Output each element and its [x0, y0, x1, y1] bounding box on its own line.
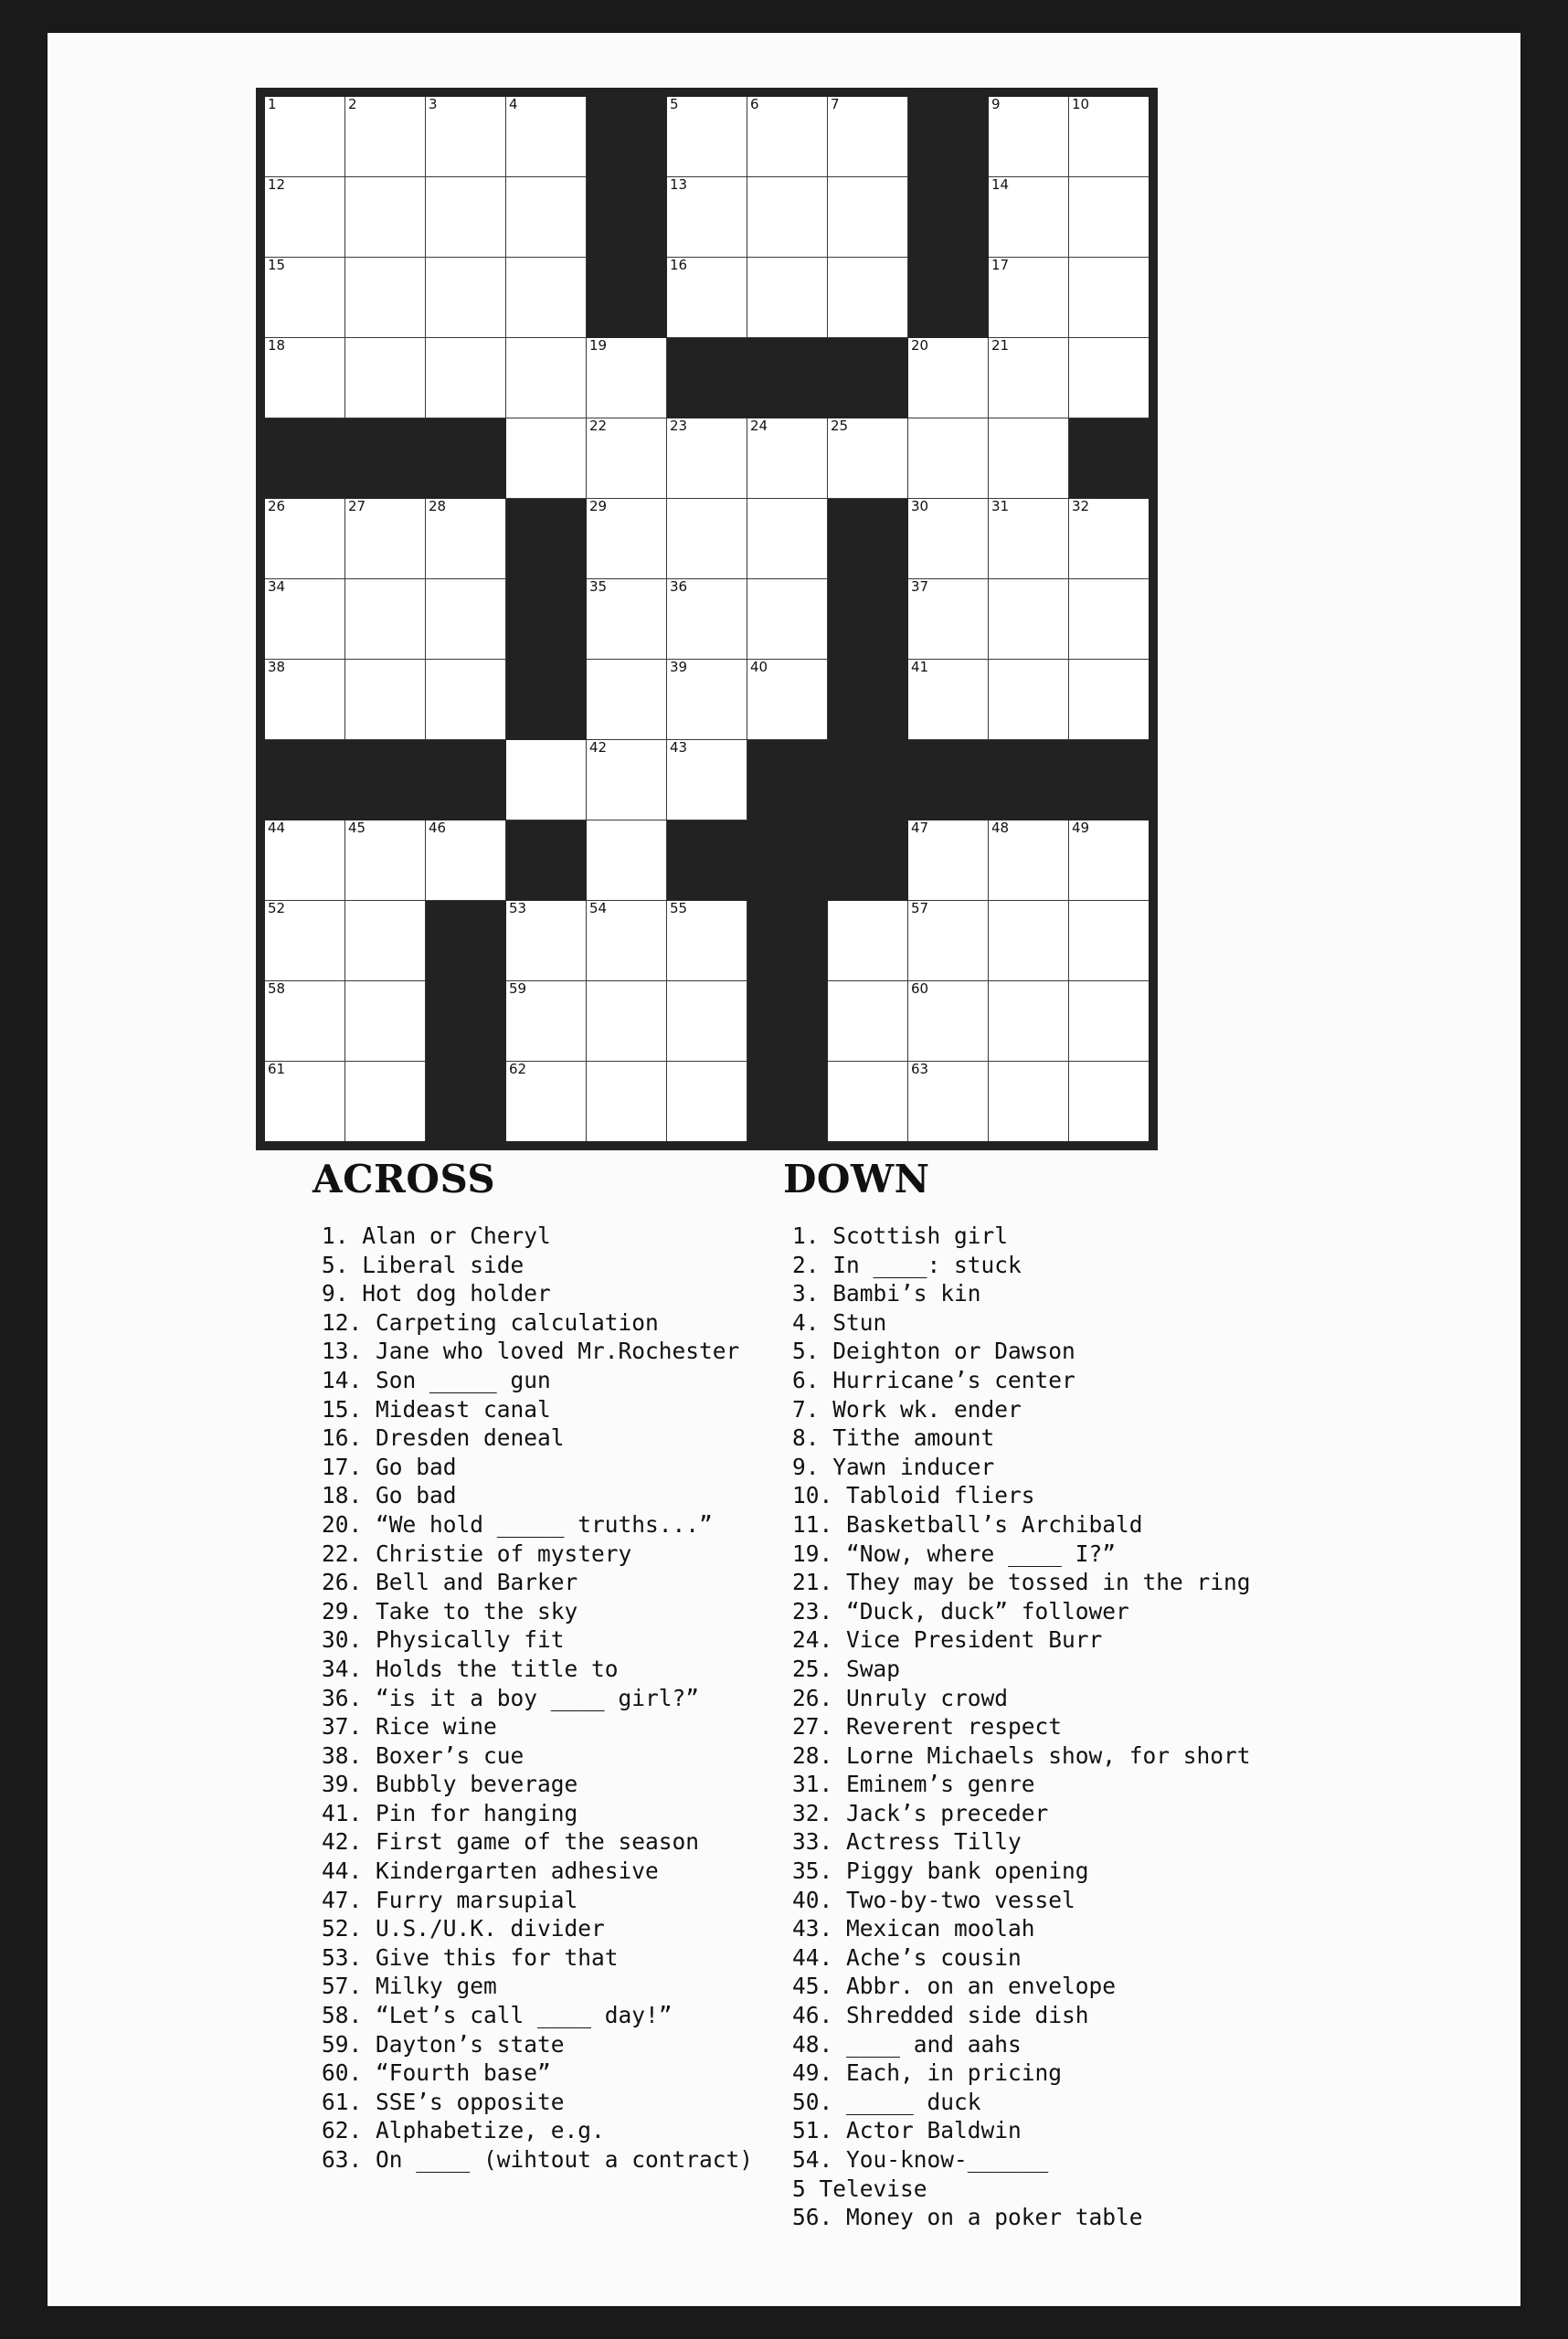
grid-cell-block — [426, 418, 506, 499]
grid-cell-number: 30 — [911, 498, 929, 514]
grid-cell-block — [747, 1062, 828, 1147]
grid-cell-number: 24 — [750, 418, 768, 434]
grid-cell[interactable] — [989, 177, 1069, 258]
grid-cell[interactable] — [506, 92, 587, 177]
grid-cell[interactable] — [260, 901, 345, 981]
grid-cell-number: 36 — [670, 578, 688, 595]
clue-item[interactable]: 7. Work wk. ender — [792, 1395, 1022, 1423]
grid-cell[interactable] — [908, 981, 989, 1062]
grid-cell-block — [260, 418, 345, 499]
grid-cell[interactable] — [989, 981, 1069, 1062]
clue-item[interactable]: 44. Kindergarten adhesive — [322, 1857, 659, 1885]
grid-cell-block — [747, 981, 828, 1062]
grid-cell[interactable] — [828, 418, 908, 499]
grid-cell-block — [506, 499, 587, 579]
clue-item[interactable]: 15. Mideast canal — [322, 1395, 551, 1423]
grid-cell-number: 41 — [911, 659, 929, 675]
clue-item[interactable]: 41. Pin for hanging — [322, 1799, 578, 1826]
grid-cell-block — [1069, 740, 1154, 820]
grid-cell[interactable] — [1069, 981, 1154, 1062]
grid-row — [260, 740, 1153, 820]
grid-cell[interactable] — [667, 901, 747, 981]
puzzle-page — [48, 33, 1520, 2306]
grid-cell[interactable] — [1069, 901, 1154, 981]
clue-item[interactable]: 42. First game of the season — [322, 1828, 700, 1856]
clue-item[interactable]: 33. Actress Tilly — [792, 1828, 1022, 1856]
clue-item[interactable]: 31. Eminem’s genre — [792, 1771, 1035, 1798]
grid-cell[interactable] — [426, 660, 506, 740]
grid-cell-number: 20 — [911, 337, 929, 354]
grid-cell[interactable] — [260, 499, 345, 579]
grid-cell[interactable] — [828, 901, 908, 981]
grid-cell[interactable] — [747, 660, 828, 740]
grid-cell[interactable] — [345, 177, 426, 258]
grid-cell-block — [828, 820, 908, 901]
grid-cell-block — [747, 901, 828, 981]
clue-item[interactable]: 19. “Now, where ____ I?” — [792, 1540, 1117, 1567]
grid-cell-block — [587, 177, 667, 258]
grid-cell-number: 4 — [509, 96, 518, 112]
clue-item[interactable]: 62. Alphabetize, e.g. — [322, 2117, 605, 2144]
grid-cell[interactable] — [1069, 820, 1154, 901]
grid-cell-number: 15 — [268, 257, 286, 273]
clue-item[interactable]: 12. Carpeting calculation — [322, 1308, 659, 1336]
grid-cell[interactable] — [747, 177, 828, 258]
clue-item[interactable]: 53. Give this for that — [322, 1943, 619, 1971]
clue-item[interactable]: 2. In ____: stuck — [792, 1251, 1022, 1278]
grid-cell-number: 32 — [1072, 498, 1090, 514]
clue-item[interactable]: 8. Tithe amount — [792, 1424, 995, 1452]
grid-cell[interactable] — [908, 660, 989, 740]
grid-cell[interactable] — [506, 258, 587, 338]
grid-cell-number: 26 — [268, 498, 286, 514]
grid-cell-block — [506, 820, 587, 901]
grid-cell[interactable] — [587, 740, 667, 820]
grid-cell[interactable] — [345, 258, 426, 338]
grid-cell-number: 7 — [831, 96, 840, 112]
grid-cell-block — [828, 579, 908, 660]
grid-cell-number: 22 — [589, 418, 608, 434]
clue-item[interactable]: 28. Lorne Michaels show, for short — [792, 1741, 1251, 1769]
clue-item[interactable]: 26. Bell and Barker — [322, 1569, 578, 1596]
grid-cell[interactable] — [747, 92, 828, 177]
clue-item[interactable]: 60. “Fourth base” — [322, 2059, 551, 2087]
grid-cell-number: 54 — [589, 900, 608, 916]
grid-cell[interactable] — [667, 499, 747, 579]
grid-cell[interactable] — [426, 177, 506, 258]
grid-cell[interactable] — [587, 660, 667, 740]
grid-cell[interactable] — [747, 418, 828, 499]
grid-cell[interactable] — [260, 177, 345, 258]
grid-cell[interactable] — [908, 1062, 989, 1147]
clue-item[interactable]: 56. Money on a poker table — [792, 2204, 1143, 2231]
grid-cell[interactable] — [345, 92, 426, 177]
grid-cell-number: 16 — [670, 257, 688, 273]
clue-item[interactable]: 34. Holds the title to — [322, 1655, 619, 1682]
grid-cell[interactable] — [426, 258, 506, 338]
grid-cell[interactable] — [667, 418, 747, 499]
grid-cell[interactable] — [1069, 1062, 1154, 1147]
grid-cell[interactable] — [1069, 92, 1154, 177]
across-column — [313, 1157, 833, 2175]
grid-cell[interactable] — [667, 92, 747, 177]
grid-cell[interactable] — [506, 1062, 587, 1147]
clue-item[interactable]: 61. SSE’s opposite — [322, 2088, 565, 2115]
grid-cell-number: 14 — [991, 176, 1010, 193]
grid-cell-block — [828, 740, 908, 820]
grid-cell-number: 31 — [991, 498, 1010, 514]
grid-row — [260, 258, 1153, 338]
grid-cell[interactable] — [426, 579, 506, 660]
clue-item[interactable]: 32. Jack’s preceder — [792, 1799, 1049, 1826]
grid-cell[interactable] — [260, 579, 345, 660]
grid-cell[interactable] — [747, 579, 828, 660]
clue-item[interactable]: 38. Boxer’s cue — [322, 1741, 524, 1769]
grid-cell-number: 27 — [348, 498, 366, 514]
grid-cell-number: 37 — [911, 578, 929, 595]
grid-cell-block — [908, 92, 989, 177]
grid-cell[interactable] — [345, 981, 426, 1062]
grid-cell[interactable] — [426, 820, 506, 901]
grid-cell-number: 39 — [670, 659, 688, 675]
grid-cell-block — [426, 740, 506, 820]
clue-item[interactable]: 5 Televise — [792, 2175, 927, 2202]
grid-row — [260, 499, 1153, 579]
grid-cell[interactable] — [260, 338, 345, 418]
clue-item[interactable]: 22. Christie of mystery — [322, 1540, 632, 1567]
grid-cell[interactable] — [828, 1062, 908, 1147]
clue-item[interactable]: 51. Actor Baldwin — [792, 2117, 1022, 2144]
grid-cell-number: 13 — [670, 176, 688, 193]
grid-cell-number: 1 — [268, 96, 277, 112]
clue-item[interactable]: 36. “is it a boy ____ girl?” — [322, 1684, 700, 1711]
clue-item[interactable]: 46. Shredded side dish — [792, 2002, 1089, 2029]
grid-cell-number: 49 — [1072, 820, 1090, 836]
grid-cell-number: 59 — [509, 980, 527, 997]
grid-cell[interactable] — [747, 258, 828, 338]
grid-cell[interactable] — [506, 177, 587, 258]
grid-cell-block — [506, 660, 587, 740]
grid-cell[interactable] — [989, 499, 1069, 579]
grid-cell[interactable] — [345, 338, 426, 418]
grid-cell-block — [587, 258, 667, 338]
grid-cell[interactable] — [828, 258, 908, 338]
grid-cell-number: 28 — [429, 498, 447, 514]
clue-item[interactable]: 54. You-know-______ — [792, 2146, 1049, 2173]
clue-item[interactable]: 58. “Let’s call ____ day!” — [322, 2002, 673, 2029]
grid-cell-block — [908, 177, 989, 258]
grid-cell-number: 10 — [1072, 96, 1090, 112]
grid-cell-block — [345, 418, 426, 499]
grid-cell-block — [667, 820, 747, 901]
grid-cell[interactable] — [587, 901, 667, 981]
grid-cell-number: 17 — [991, 257, 1010, 273]
grid-cell-number: 44 — [268, 820, 286, 836]
grid-cell-number: 52 — [268, 900, 286, 916]
grid-cell-number: 42 — [589, 739, 608, 756]
clue-item[interactable]: 16. Dresden deneal — [322, 1424, 565, 1452]
grid-cell[interactable] — [1069, 258, 1154, 338]
grid-cell[interactable] — [989, 579, 1069, 660]
grid-cell[interactable] — [506, 981, 587, 1062]
grid-cell[interactable] — [260, 92, 345, 177]
grid-cell-number: 62 — [509, 1061, 527, 1077]
grid-cell[interactable] — [667, 740, 747, 820]
grid-cell-block — [506, 579, 587, 660]
grid-cell[interactable] — [345, 901, 426, 981]
grid-cell-block — [1069, 418, 1154, 499]
grid-cell-number: 23 — [670, 418, 688, 434]
grid-cell[interactable] — [989, 92, 1069, 177]
grid-cell[interactable] — [426, 499, 506, 579]
clue-item[interactable]: 4. Stun — [792, 1308, 887, 1336]
clue-item[interactable]: 29. Take to the sky — [322, 1597, 578, 1625]
grid-cell-number: 46 — [429, 820, 447, 836]
grid-cell-block — [989, 740, 1069, 820]
grid-cell[interactable] — [587, 981, 667, 1062]
grid-cell-number: 12 — [268, 176, 286, 193]
grid-cell[interactable] — [667, 660, 747, 740]
clue-item[interactable]: 37. Rice wine — [322, 1713, 497, 1741]
clue-item[interactable]: 21. They may be tossed in the ring — [792, 1569, 1251, 1596]
grid-cell-block — [426, 901, 506, 981]
grid-cell[interactable] — [587, 1062, 667, 1147]
grid-cell-number: 3 — [429, 96, 438, 112]
clue-item[interactable]: 57. Milky gem — [322, 1973, 497, 2000]
clue-item[interactable]: 35. Piggy bank opening — [792, 1857, 1089, 1885]
grid-cell-number: 47 — [911, 820, 929, 836]
grid-cell[interactable] — [260, 1062, 345, 1147]
grid-cell[interactable] — [587, 418, 667, 499]
grid-cell[interactable] — [1069, 338, 1154, 418]
grid-cell-number: 61 — [268, 1061, 286, 1077]
grid-cell-number: 2 — [348, 96, 357, 112]
grid-cell[interactable] — [345, 579, 426, 660]
grid-cell[interactable] — [345, 660, 426, 740]
grid-cell[interactable] — [587, 338, 667, 418]
clue-item[interactable]: 49. Each, in pricing — [792, 2059, 1063, 2087]
grid-cell[interactable] — [667, 177, 747, 258]
grid-cell[interactable] — [506, 740, 587, 820]
grid-cell[interactable] — [667, 579, 747, 660]
grid-cell[interactable] — [989, 258, 1069, 338]
crossword-grid-container — [256, 88, 1158, 1150]
clue-item[interactable]: 1. Scottish girl — [792, 1222, 1009, 1249]
grid-cell[interactable] — [747, 499, 828, 579]
grid-cell[interactable] — [345, 1062, 426, 1147]
clue-item[interactable]: 3. Bambi’s kin — [792, 1280, 981, 1307]
clue-item[interactable]: 25. Swap — [792, 1655, 901, 1682]
clue-item[interactable]: 52. U.S./U.K. divider — [322, 1915, 605, 1942]
grid-row — [260, 338, 1153, 418]
grid-cell[interactable] — [345, 820, 426, 901]
grid-row — [260, 177, 1153, 258]
grid-cell[interactable] — [908, 579, 989, 660]
clue-item[interactable]: 14. Son _____ gun — [322, 1366, 551, 1393]
grid-cell[interactable] — [908, 901, 989, 981]
clue-item[interactable]: 11. Basketball’s Archibald — [792, 1510, 1143, 1538]
clue-item[interactable]: 47. Furry marsupial — [322, 1886, 578, 1913]
across-clue-list — [322, 1222, 833, 2175]
down-column — [783, 1157, 1359, 2232]
grid-cell[interactable] — [587, 579, 667, 660]
clue-item[interactable]: 26. Unruly crowd — [792, 1684, 1009, 1711]
grid-row — [260, 820, 1153, 901]
grid-cell-number: 55 — [670, 900, 688, 916]
grid-cell-block — [908, 258, 989, 338]
grid-cell[interactable] — [587, 820, 667, 901]
grid-cell-number: 45 — [348, 820, 366, 836]
grid-cell[interactable] — [345, 499, 426, 579]
clue-item[interactable]: 9. Yawn inducer — [792, 1453, 995, 1480]
clue-item[interactable]: 40. Two-by-two vessel — [792, 1886, 1075, 1913]
grid-cell[interactable] — [506, 418, 587, 499]
grid-cell[interactable] — [506, 901, 587, 981]
grid-cell[interactable] — [426, 338, 506, 418]
clue-item[interactable]: 10. Tabloid fliers — [792, 1482, 1035, 1509]
grid-cell[interactable] — [426, 92, 506, 177]
grid-cell[interactable] — [1069, 177, 1154, 258]
grid-cell[interactable] — [908, 499, 989, 579]
grid-cell[interactable] — [989, 418, 1069, 499]
clue-item[interactable]: 5. Deighton or Dawson — [792, 1338, 1075, 1365]
grid-cell-block — [908, 740, 989, 820]
grid-cell[interactable] — [908, 820, 989, 901]
grid-cell[interactable] — [260, 820, 345, 901]
grid-cell[interactable] — [667, 981, 747, 1062]
grid-cell[interactable] — [260, 258, 345, 338]
grid-cell[interactable] — [1069, 579, 1154, 660]
grid-cell-number: 18 — [268, 337, 286, 354]
across-heading: ACROSS — [313, 1157, 496, 1201]
grid-row — [260, 92, 1153, 177]
clue-item[interactable]: 6. Hurricane’s center — [792, 1366, 1075, 1393]
clue-item[interactable]: 20. “We hold _____ truths...” — [322, 1510, 713, 1538]
grid-cell-number: 63 — [911, 1061, 929, 1077]
grid-cell[interactable] — [260, 660, 345, 740]
clue-item[interactable]: 5. Liberal side — [322, 1251, 524, 1278]
grid-cell[interactable] — [828, 981, 908, 1062]
grid-cell-number: 43 — [670, 739, 688, 756]
clue-item[interactable]: 44. Ache’s cousin — [792, 1943, 1022, 1971]
clue-item[interactable]: 48. ____ and aahs — [792, 2030, 1022, 2058]
clue-item[interactable]: 9. Hot dog holder — [322, 1280, 551, 1307]
grid-cell-number: 60 — [911, 980, 929, 997]
grid-cell-block — [828, 338, 908, 418]
clue-item[interactable]: 24. Vice President Burr — [792, 1626, 1103, 1654]
clue-item[interactable]: 17. Go bad — [322, 1453, 457, 1480]
clue-item[interactable]: 39. Bubbly beverage — [322, 1771, 578, 1798]
grid-cell-number: 57 — [911, 900, 929, 916]
clue-item[interactable]: 30. Physically fit — [322, 1626, 565, 1654]
down-clue-list — [792, 1222, 1359, 2232]
grid-cell-number: 29 — [589, 498, 608, 514]
grid-cell-number: 35 — [589, 578, 608, 595]
clue-item[interactable]: 23. “Duck, duck” follower — [792, 1597, 1129, 1625]
clue-item[interactable]: 1. Alan or Cheryl — [322, 1222, 551, 1249]
grid-row — [260, 1062, 1153, 1147]
grid-cell[interactable] — [828, 92, 908, 177]
clue-item[interactable]: 27. Reverent respect — [792, 1713, 1063, 1741]
grid-cell-block — [426, 981, 506, 1062]
grid-cell-block — [747, 820, 828, 901]
grid-cell-number: 9 — [991, 96, 1001, 112]
grid-cell[interactable] — [989, 338, 1069, 418]
grid-cell-number: 6 — [750, 96, 759, 112]
grid-cell-number: 53 — [509, 900, 527, 916]
grid-cell-number: 25 — [831, 418, 849, 434]
crossword-grid[interactable] — [256, 88, 1158, 1150]
grid-row — [260, 660, 1153, 740]
grid-cell-number: 5 — [670, 96, 679, 112]
grid-cell-block — [667, 338, 747, 418]
grid-cell[interactable] — [1069, 660, 1154, 740]
grid-row — [260, 901, 1153, 981]
grid-row — [260, 981, 1153, 1062]
clue-item[interactable]: 59. Dayton’s state — [322, 2030, 565, 2058]
grid-cell-number: 38 — [268, 659, 286, 675]
grid-cell[interactable] — [260, 981, 345, 1062]
grid-cell-number: 34 — [268, 578, 286, 595]
grid-cell[interactable] — [989, 1062, 1069, 1147]
grid-cell[interactable] — [506, 338, 587, 418]
grid-cell[interactable] — [908, 338, 989, 418]
grid-cell-number: 19 — [589, 337, 608, 354]
grid-cell-number: 21 — [991, 337, 1010, 354]
grid-cell-number: 58 — [268, 980, 286, 997]
grid-cell-block — [345, 740, 426, 820]
grid-cell-block — [426, 1062, 506, 1147]
grid-cell[interactable] — [1069, 499, 1154, 579]
grid-cell[interactable] — [587, 499, 667, 579]
grid-cell[interactable] — [667, 258, 747, 338]
grid-cell[interactable] — [828, 177, 908, 258]
grid-cell[interactable] — [989, 901, 1069, 981]
clue-item[interactable]: 18. Go bad — [322, 1482, 457, 1509]
clue-item[interactable]: 50. _____ duck — [792, 2088, 981, 2115]
grid-cell-block — [747, 338, 828, 418]
grid-cell-block — [587, 92, 667, 177]
grid-cell-block — [260, 740, 345, 820]
grid-cell[interactable] — [989, 660, 1069, 740]
grid-row — [260, 418, 1153, 499]
clue-item[interactable]: 13. Jane who loved Mr.Rochester — [322, 1338, 740, 1365]
down-heading: DOWN — [783, 1157, 930, 1201]
grid-cell-block — [747, 740, 828, 820]
clue-item[interactable]: 45. Abbr. on an envelope — [792, 1973, 1117, 2000]
grid-cell-block — [828, 499, 908, 579]
grid-cell[interactable] — [989, 820, 1069, 901]
grid-cell-number: 40 — [750, 659, 768, 675]
grid-cell-number: 48 — [991, 820, 1010, 836]
clue-item[interactable]: 43. Mexican moolah — [792, 1915, 1035, 1942]
grid-cell[interactable] — [667, 1062, 747, 1147]
grid-cell-block — [828, 660, 908, 740]
grid-cell[interactable] — [908, 418, 989, 499]
grid-row — [260, 579, 1153, 660]
clue-item[interactable]: 63. On ____ (wihtout a contract) — [322, 2146, 754, 2173]
